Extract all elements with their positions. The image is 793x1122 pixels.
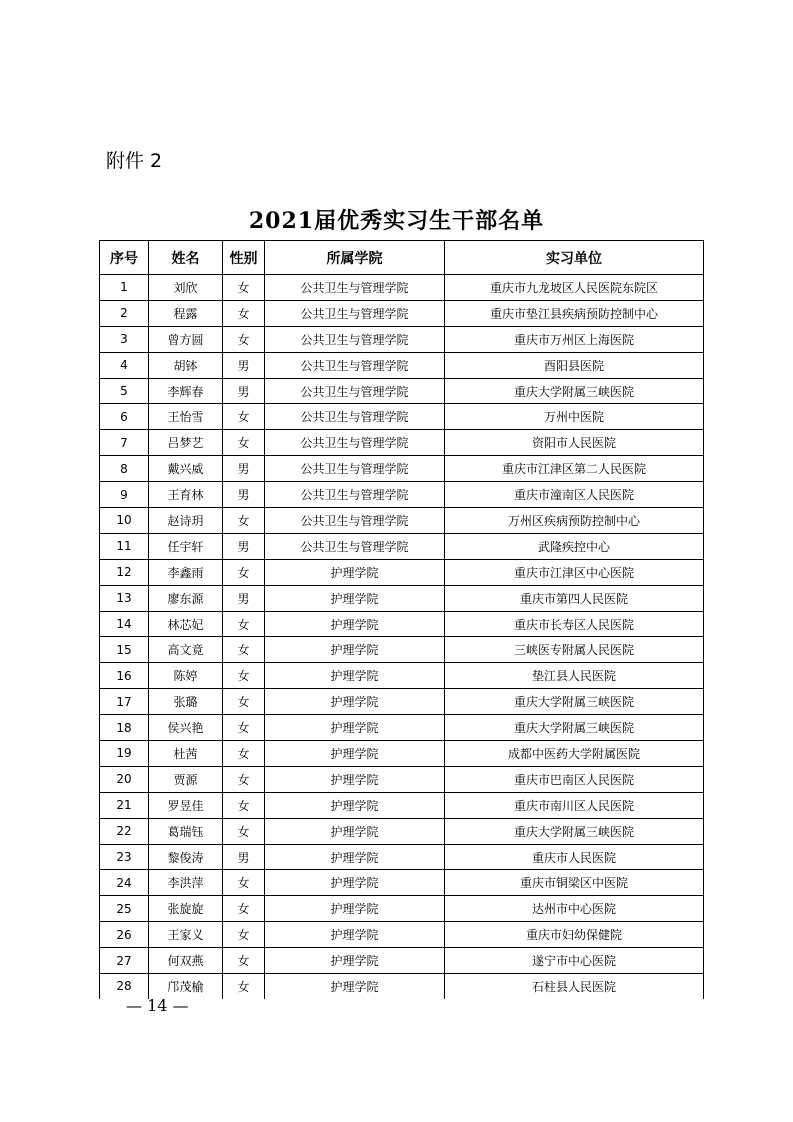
cell-name: 邝茂榆 bbox=[149, 974, 223, 999]
column-header-gender: 性别 bbox=[223, 241, 265, 275]
cell-unit: 重庆大学附属三峡医院 bbox=[445, 689, 704, 715]
cell-gender: 女 bbox=[223, 663, 265, 689]
cell-college: 护理学院 bbox=[265, 741, 445, 767]
cell-college: 公共卫生与管理学院 bbox=[265, 300, 445, 326]
cell-unit: 垫江县人民医院 bbox=[445, 663, 704, 689]
cell-college: 护理学院 bbox=[265, 637, 445, 663]
cell-unit: 重庆市万州区上海医院 bbox=[445, 326, 704, 352]
cell-index: 22 bbox=[100, 818, 149, 844]
cell-college: 护理学院 bbox=[265, 792, 445, 818]
cell-name: 王育林 bbox=[149, 482, 223, 508]
column-header-college: 所属学院 bbox=[265, 241, 445, 275]
cell-college: 公共卫生与管理学院 bbox=[265, 482, 445, 508]
cell-unit: 重庆大学附属三峡医院 bbox=[445, 818, 704, 844]
cell-gender: 女 bbox=[223, 974, 265, 999]
cell-gender: 男 bbox=[223, 482, 265, 508]
cell-gender: 女 bbox=[223, 430, 265, 456]
cell-gender: 女 bbox=[223, 689, 265, 715]
table-row bbox=[100, 326, 704, 352]
table-row bbox=[100, 508, 704, 534]
table-row bbox=[100, 974, 704, 999]
cell-gender: 女 bbox=[223, 300, 265, 326]
table-row bbox=[100, 818, 704, 844]
cell-name: 赵诗玥 bbox=[149, 508, 223, 534]
cell-unit: 重庆市江津区第二人民医院 bbox=[445, 456, 704, 482]
cell-gender: 女 bbox=[223, 715, 265, 741]
cell-name: 程露 bbox=[149, 300, 223, 326]
table-row bbox=[100, 663, 704, 689]
cell-college: 护理学院 bbox=[265, 922, 445, 948]
table-row bbox=[100, 689, 704, 715]
table-row bbox=[100, 715, 704, 741]
cell-unit: 重庆市九龙坡区人民医院东院区 bbox=[445, 275, 704, 301]
table-row bbox=[100, 741, 704, 767]
cell-college: 公共卫生与管理学院 bbox=[265, 275, 445, 301]
cell-name: 林芯妃 bbox=[149, 611, 223, 637]
cell-name: 贾源 bbox=[149, 766, 223, 792]
cell-college: 公共卫生与管理学院 bbox=[265, 533, 445, 559]
cell-gender: 女 bbox=[223, 792, 265, 818]
cell-index: 7 bbox=[100, 430, 149, 456]
cell-name: 何双燕 bbox=[149, 948, 223, 974]
table-row bbox=[100, 611, 704, 637]
cell-index: 1 bbox=[100, 275, 149, 301]
cell-index: 10 bbox=[100, 508, 149, 534]
cell-name: 张璐 bbox=[149, 689, 223, 715]
table-row bbox=[100, 533, 704, 559]
table-row bbox=[100, 430, 704, 456]
cell-gender: 男 bbox=[223, 352, 265, 378]
cell-unit: 万州区疾病预防控制中心 bbox=[445, 508, 704, 534]
cell-index: 25 bbox=[100, 896, 149, 922]
cell-college: 护理学院 bbox=[265, 663, 445, 689]
cell-unit: 重庆市南川区人民医院 bbox=[445, 792, 704, 818]
cell-gender: 女 bbox=[223, 508, 265, 534]
cell-college: 护理学院 bbox=[265, 870, 445, 896]
cell-index: 27 bbox=[100, 948, 149, 974]
cell-name: 葛瑞钰 bbox=[149, 818, 223, 844]
table-row bbox=[100, 637, 704, 663]
table-row bbox=[100, 456, 704, 482]
cell-gender: 女 bbox=[223, 741, 265, 767]
cell-index: 20 bbox=[100, 766, 149, 792]
table-row bbox=[100, 559, 704, 585]
cell-college: 护理学院 bbox=[265, 896, 445, 922]
cell-unit: 成都中医药大学附属医院 bbox=[445, 741, 704, 767]
cell-college: 公共卫生与管理学院 bbox=[265, 404, 445, 430]
cell-college: 护理学院 bbox=[265, 818, 445, 844]
column-header-name: 姓名 bbox=[149, 241, 223, 275]
cell-name: 曾方圆 bbox=[149, 326, 223, 352]
cell-gender: 女 bbox=[223, 611, 265, 637]
cell-name: 胡钵 bbox=[149, 352, 223, 378]
cell-index: 3 bbox=[100, 326, 149, 352]
cell-college: 护理学院 bbox=[265, 844, 445, 870]
cell-gender: 男 bbox=[223, 378, 265, 404]
cell-index: 12 bbox=[100, 559, 149, 585]
cell-unit: 重庆市巴南区人民医院 bbox=[445, 766, 704, 792]
cell-index: 23 bbox=[100, 844, 149, 870]
table-row bbox=[100, 896, 704, 922]
roster-table bbox=[99, 240, 704, 999]
cell-gender: 男 bbox=[223, 844, 265, 870]
cell-index: 4 bbox=[100, 352, 149, 378]
cell-index: 5 bbox=[100, 378, 149, 404]
cell-unit: 达州市中心医院 bbox=[445, 896, 704, 922]
cell-name: 高文竟 bbox=[149, 637, 223, 663]
cell-unit: 重庆市铜梁区中医院 bbox=[445, 870, 704, 896]
cell-unit: 武隆疾控中心 bbox=[445, 533, 704, 559]
cell-college: 公共卫生与管理学院 bbox=[265, 508, 445, 534]
cell-unit: 资阳市人民医院 bbox=[445, 430, 704, 456]
cell-index: 2 bbox=[100, 300, 149, 326]
cell-gender: 女 bbox=[223, 818, 265, 844]
cell-unit: 三峡医专附属人民医院 bbox=[445, 637, 704, 663]
cell-college: 护理学院 bbox=[265, 948, 445, 974]
cell-name: 任宇轩 bbox=[149, 533, 223, 559]
cell-college: 护理学院 bbox=[265, 689, 445, 715]
cell-index: 11 bbox=[100, 533, 149, 559]
cell-name: 吕梦艺 bbox=[149, 430, 223, 456]
table-row bbox=[100, 275, 704, 301]
cell-gender: 男 bbox=[223, 456, 265, 482]
cell-college: 护理学院 bbox=[265, 559, 445, 585]
cell-gender: 女 bbox=[223, 326, 265, 352]
cell-index: 14 bbox=[100, 611, 149, 637]
cell-name: 陈婷 bbox=[149, 663, 223, 689]
cell-college: 护理学院 bbox=[265, 611, 445, 637]
cell-unit: 重庆市潼南区人民医院 bbox=[445, 482, 704, 508]
table-row bbox=[100, 948, 704, 974]
cell-index: 28 bbox=[100, 974, 149, 999]
cell-college: 公共卫生与管理学院 bbox=[265, 352, 445, 378]
cell-gender: 男 bbox=[223, 585, 265, 611]
cell-gender: 女 bbox=[223, 637, 265, 663]
cell-gender: 女 bbox=[223, 896, 265, 922]
attachment-label: 附件 2 bbox=[106, 150, 163, 172]
cell-college: 护理学院 bbox=[265, 715, 445, 741]
cell-index: 19 bbox=[100, 741, 149, 767]
cell-name: 戴兴威 bbox=[149, 456, 223, 482]
cell-gender: 女 bbox=[223, 870, 265, 896]
cell-unit: 遂宁市中心医院 bbox=[445, 948, 704, 974]
cell-gender: 女 bbox=[223, 404, 265, 430]
table-body bbox=[100, 275, 704, 999]
cell-unit: 重庆大学附属三峡医院 bbox=[445, 378, 704, 404]
cell-name: 王怡雪 bbox=[149, 404, 223, 430]
document-title: 2021届优秀实习生干部名单 bbox=[248, 208, 545, 234]
cell-college: 护理学院 bbox=[265, 766, 445, 792]
cell-index: 6 bbox=[100, 404, 149, 430]
cell-unit: 酉阳县医院 bbox=[445, 352, 704, 378]
cell-college: 公共卫生与管理学院 bbox=[265, 326, 445, 352]
cell-index: 24 bbox=[100, 870, 149, 896]
cell-unit: 重庆大学附属三峡医院 bbox=[445, 715, 704, 741]
table-row bbox=[100, 482, 704, 508]
cell-college: 公共卫生与管理学院 bbox=[265, 456, 445, 482]
cell-name: 刘欣 bbox=[149, 275, 223, 301]
cell-index: 8 bbox=[100, 456, 149, 482]
cell-name: 李洪萍 bbox=[149, 870, 223, 896]
cell-name: 黎俊涛 bbox=[149, 844, 223, 870]
cell-index: 13 bbox=[100, 585, 149, 611]
table-row bbox=[100, 378, 704, 404]
cell-index: 26 bbox=[100, 922, 149, 948]
cell-index: 15 bbox=[100, 637, 149, 663]
cell-index: 16 bbox=[100, 663, 149, 689]
table-row bbox=[100, 870, 704, 896]
cell-college: 护理学院 bbox=[265, 585, 445, 611]
cell-name: 罗昱佳 bbox=[149, 792, 223, 818]
table-row bbox=[100, 585, 704, 611]
table-row bbox=[100, 300, 704, 326]
cell-unit: 石柱县人民医院 bbox=[445, 974, 704, 999]
cell-index: 21 bbox=[100, 792, 149, 818]
cell-college: 公共卫生与管理学院 bbox=[265, 378, 445, 404]
cell-unit: 重庆市垫江县疾病预防控制中心 bbox=[445, 300, 704, 326]
cell-name: 李鑫雨 bbox=[149, 559, 223, 585]
cell-college: 护理学院 bbox=[265, 974, 445, 999]
cell-index: 17 bbox=[100, 689, 149, 715]
page-number: — 14 — bbox=[126, 996, 189, 1015]
cell-unit: 重庆市第四人民医院 bbox=[445, 585, 704, 611]
cell-gender: 女 bbox=[223, 275, 265, 301]
cell-name: 王家义 bbox=[149, 922, 223, 948]
cell-gender: 女 bbox=[223, 922, 265, 948]
cell-unit: 重庆市长寿区人民医院 bbox=[445, 611, 704, 637]
table-row bbox=[100, 766, 704, 792]
column-header-unit: 实习单位 bbox=[445, 241, 704, 275]
cell-unit: 重庆市妇幼保健院 bbox=[445, 922, 704, 948]
table-row bbox=[100, 922, 704, 948]
cell-index: 9 bbox=[100, 482, 149, 508]
table-header-row bbox=[100, 241, 704, 275]
cell-college: 公共卫生与管理学院 bbox=[265, 430, 445, 456]
cell-gender: 女 bbox=[223, 766, 265, 792]
table-row bbox=[100, 404, 704, 430]
cell-name: 侯兴艳 bbox=[149, 715, 223, 741]
cell-name: 杜茜 bbox=[149, 741, 223, 767]
cell-gender: 男 bbox=[223, 533, 265, 559]
cell-name: 张旋旋 bbox=[149, 896, 223, 922]
table-row bbox=[100, 844, 704, 870]
column-header-index: 序号 bbox=[100, 241, 149, 275]
cell-unit: 万州中医院 bbox=[445, 404, 704, 430]
cell-unit: 重庆市人民医院 bbox=[445, 844, 704, 870]
cell-gender: 女 bbox=[223, 948, 265, 974]
cell-unit: 重庆市江津区中心医院 bbox=[445, 559, 704, 585]
table-row bbox=[100, 352, 704, 378]
cell-name: 廖东源 bbox=[149, 585, 223, 611]
cell-index: 18 bbox=[100, 715, 149, 741]
table-row bbox=[100, 792, 704, 818]
cell-gender: 女 bbox=[223, 559, 265, 585]
cell-name: 李辉春 bbox=[149, 378, 223, 404]
